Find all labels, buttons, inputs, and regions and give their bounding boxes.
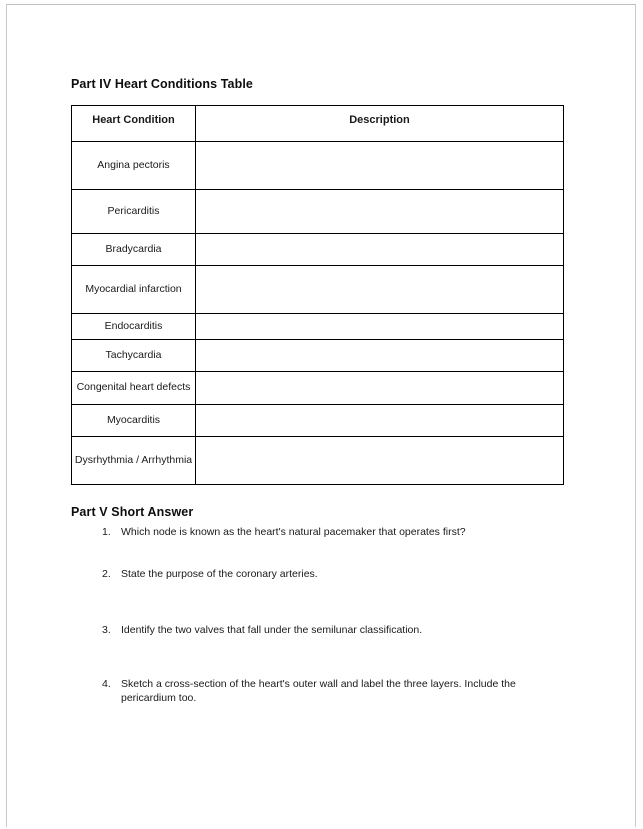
question-item-2	[71, 568, 571, 582]
cell-description-myocardial-infarction[interactable]	[196, 266, 564, 314]
table-row	[72, 142, 564, 190]
cell-condition-endocarditis: Endocarditis	[72, 314, 196, 340]
table-row	[72, 190, 564, 234]
column-header-description: Description	[196, 106, 564, 142]
table-row	[72, 372, 564, 405]
answer-space-2	[71, 582, 571, 624]
cell-condition-myocardial-infarction: Myocardial infarction	[72, 266, 196, 314]
cell-description-angina-pectoris[interactable]	[196, 142, 564, 190]
answer-space-3	[71, 638, 571, 678]
question-text-4: Sketch a cross-section of the heart's outer wall and label the three layers. Include the pericardium too.	[121, 678, 516, 704]
question-text-3: Identify the two valves that fall under the semilunar classification.	[121, 624, 423, 636]
question-item-4	[71, 678, 571, 706]
part4-heading: Part IV Heart Conditions Table	[71, 77, 253, 91]
question-text-1: Which node is known as the heart's natural pacemaker that operates first?	[121, 526, 466, 538]
cell-condition-pericarditis: Pericarditis	[72, 190, 196, 234]
table-row	[72, 234, 564, 266]
cell-condition-dysrhythmia-arrhythmia: Dysrhythmia / Arrhythmia	[72, 437, 196, 485]
page-content	[71, 77, 571, 706]
cell-condition-bradycardia: Bradycardia	[72, 234, 196, 266]
column-header-heart-condition: Heart Condition	[72, 106, 196, 142]
question-item-1	[71, 526, 571, 540]
question-number-4: 4.	[102, 678, 111, 690]
cell-description-dysrhythmia-arrhythmia[interactable]	[196, 437, 564, 485]
table-row	[72, 437, 564, 485]
cell-description-myocarditis[interactable]	[196, 405, 564, 437]
cell-description-pericarditis[interactable]	[196, 190, 564, 234]
answer-space-1	[71, 540, 571, 568]
question-number-1: 1.	[102, 526, 111, 538]
table-body	[72, 142, 564, 485]
document-page	[6, 4, 636, 827]
cell-condition-angina-pectoris: Angina pectoris	[72, 142, 196, 190]
table-row	[72, 340, 564, 372]
cell-description-bradycardia[interactable]	[196, 234, 564, 266]
cell-condition-tachycardia: Tachycardia	[72, 340, 196, 372]
cell-description-tachycardia[interactable]	[196, 340, 564, 372]
cell-condition-myocarditis: Myocarditis	[72, 405, 196, 437]
table-header	[72, 106, 564, 142]
cell-description-endocarditis[interactable]	[196, 314, 564, 340]
question-item-3	[71, 624, 571, 638]
table-row	[72, 314, 564, 340]
part5-heading: Part V Short Answer	[71, 505, 194, 519]
table-row	[72, 266, 564, 314]
table-row	[72, 405, 564, 437]
question-text-2: State the purpose of the coronary arteries.	[121, 568, 318, 580]
question-number-3: 3.	[102, 624, 111, 636]
heart-conditions-table	[71, 105, 564, 485]
question-number-2: 2.	[102, 568, 111, 580]
short-answer-question-list	[71, 526, 571, 706]
cell-condition-congenital-heart-defects: Congenital heart defects	[72, 372, 196, 405]
table-header-row	[72, 106, 564, 142]
cell-description-congenital-heart-defects[interactable]	[196, 372, 564, 405]
